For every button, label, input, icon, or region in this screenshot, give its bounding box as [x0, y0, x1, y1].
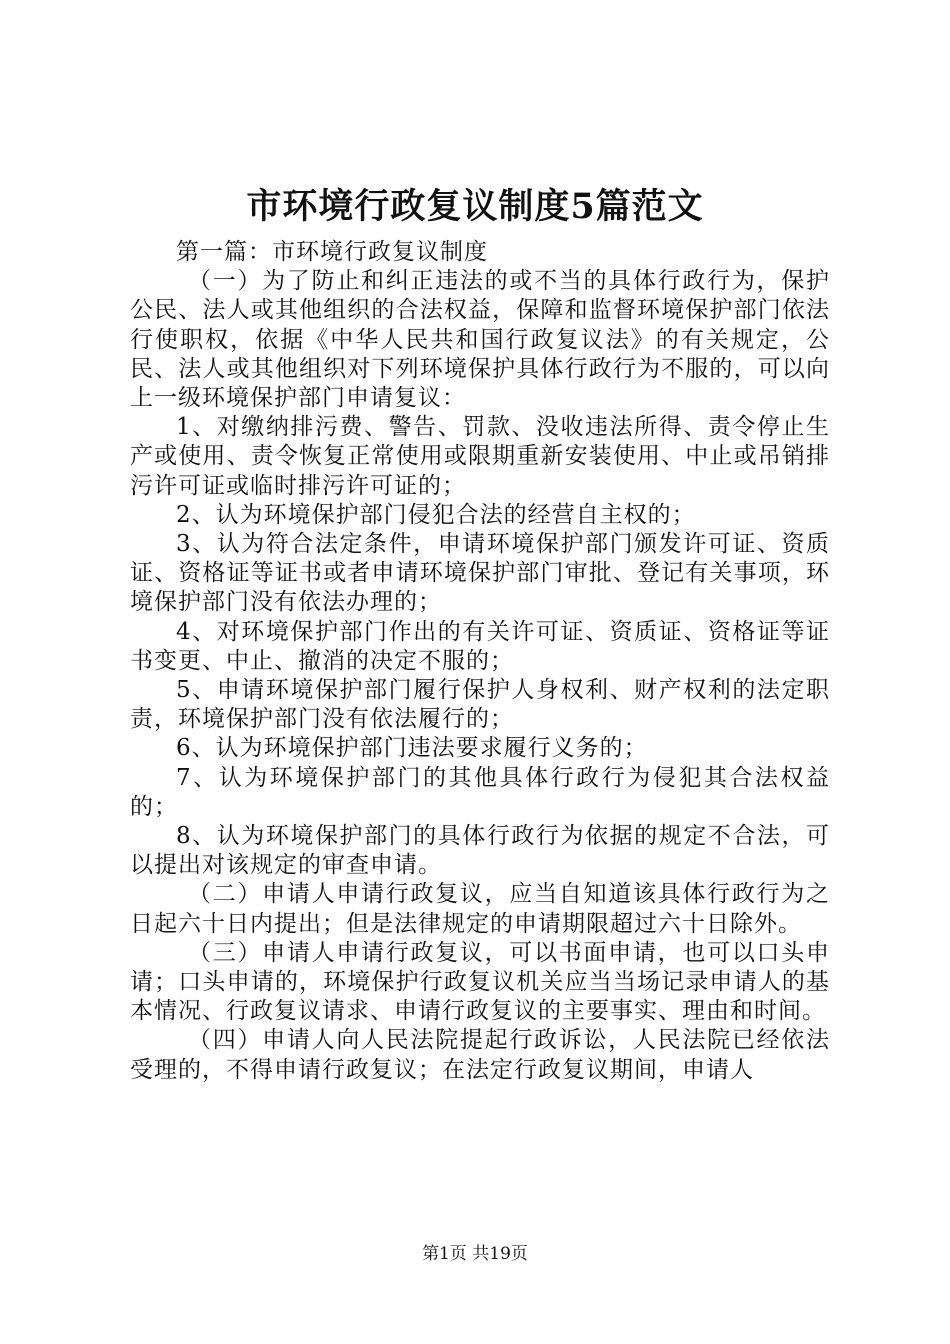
list-item-2: 2、认为环境保护部门侵犯合法的经营自主权的；: [176, 501, 696, 528]
list-item-4: 4、对环境保护部门作出的有关许可证、资质证、资格证等证书变更、中止、撤消的决定不服的；: [130, 618, 830, 674]
list-item-3: 3、认为符合法定条件，申请环境保护部门颁发许可证、资质证、资格证等证书或者申请环境保护部门审批、登记有关事项，环境保护部门没有依法办理的；: [130, 531, 830, 616]
list-item-6: 6、认为环境保护部门违法要求履行义务的；: [176, 735, 648, 762]
document-title: 市环境行政复议制度5篇范文: [246, 186, 704, 227]
list-item-8: 8、认为环境保护部门的具体行政行为依据的规定不合法，可以提出对该规定的审查申请。: [130, 823, 830, 879]
list-item-5: 5、申请环境保护部门履行保护人身权利、财产权利的法定职责，环境保护部门没有依法履行的；: [130, 677, 830, 733]
paragraph-3: （三）申请人申请行政复议，可以书面申请，也可以口头申请；口头申请的，环境保护行政复议机关应当当场记录申请人的基本情况、行政复议请求、申请行政复议的主要事实、理由和时间。: [130, 939, 830, 1025]
document-body: [130, 238, 830, 1085]
section-heading: 第一篇：市环境行政复议制度: [176, 239, 488, 265]
paragraph-2: （二）申请人申请行政复议，应当自知道该具体行政行为之日起六十日内提出；但是法律规定的申请期限超过六十日除外。: [130, 881, 830, 937]
paragraph-4: （四）申请人向人民法院提起行政诉讼，人民法院已经依法受理的，不得申请行政复议；在法定行政复议期间，申请人: [130, 1027, 830, 1083]
page-footer: 第1页 共19页: [422, 1244, 528, 1264]
list-item-7: 7、认为环境保护部门的其他具体行政行为侵犯其合法权益的；: [130, 764, 830, 820]
list-item-1: 1、对缴纳排污费、警告、罚款、没收违法所得、责令停止生产或使用、责令恢复正常使用或限期重新安装使用、中止或吊销排污许可证或临时排污许可证的；: [130, 414, 830, 499]
paragraph-1: （一）为了防止和纠正违法的或不当的具体行政行为，保护公民、法人或其他组织的合法权益，保障和监督环境保护部门依法行使职权，依据《中华人民共和国行政复议法》的有关规定，公民、法人或其他组织对下列环境保护具体行政行为不服的，可以向上一级环境保护部门申请复议：: [130, 268, 830, 412]
